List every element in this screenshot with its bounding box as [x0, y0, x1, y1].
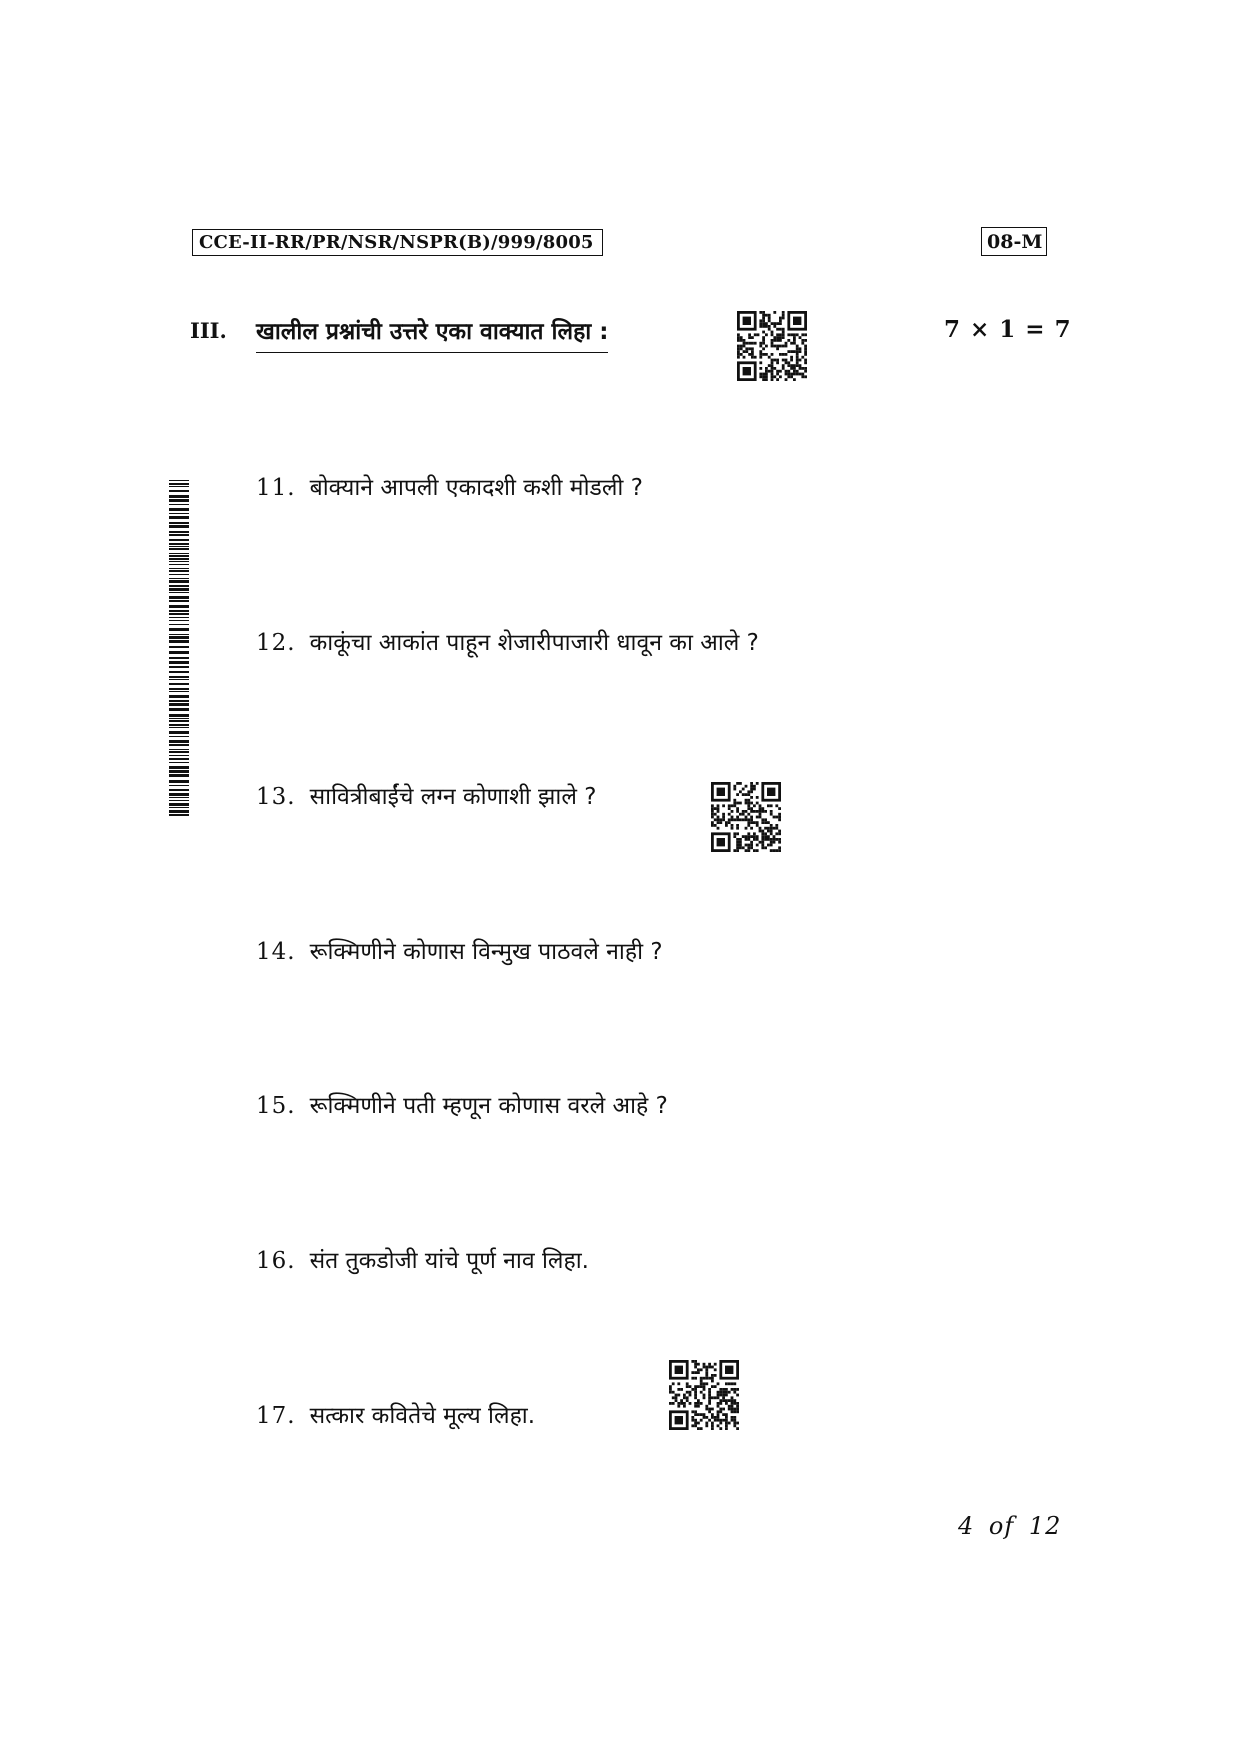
subject-code: 08-M [981, 227, 1047, 256]
qr-code-icon [737, 311, 807, 381]
question-text: काकूंचा आकांत पाहून शेजारीपाजारी धावून का आले ? [309, 630, 759, 656]
question-item [256, 470, 643, 502]
section-number: III. [190, 318, 227, 343]
question-text: बोक्याने आपली एकादशी कशी मोडली ? [309, 475, 643, 501]
question-item [256, 1088, 668, 1120]
question-text: सत्कार कवितेचे मूल्य लिहा. [309, 1403, 536, 1429]
barcode-icon [169, 480, 189, 816]
question-number: 16. [256, 1248, 296, 1274]
question-item [256, 1398, 535, 1430]
section-marks: 7 × 1 = 7 [944, 316, 1072, 343]
question-item [256, 1243, 589, 1275]
section-title: खालील प्रश्नांची उत्तरे एका वाक्यात लिहा : [256, 314, 608, 353]
question-item [256, 625, 759, 657]
question-number: 12. [256, 630, 296, 656]
question-item [256, 779, 597, 811]
question-number: 13. [256, 784, 296, 810]
qr-code-icon [669, 1360, 739, 1430]
question-text: सावित्रीबाईंचे लग्न कोणाशी झाले ? [309, 784, 597, 810]
paper-code: CCE-II-RR/PR/NSR/NSPR(B)/999/8005 [192, 229, 603, 256]
question-number: 14. [256, 939, 296, 965]
question-text: संत तुकडोजी यांचे पूर्ण नाव लिहा. [309, 1248, 589, 1274]
question-number: 11. [256, 475, 296, 501]
question-text: रूक्मिणीने पती म्हणून कोणास वरले आहे ? [309, 1093, 668, 1119]
question-item [256, 934, 663, 966]
question-number: 15. [256, 1093, 296, 1119]
page-number: 4 of 12 [958, 1512, 1062, 1540]
qr-code-icon [711, 782, 781, 852]
question-text: रूक्मिणीने कोणास विन्मुख पाठवले नाही ? [309, 939, 663, 965]
question-number: 17. [256, 1403, 296, 1429]
